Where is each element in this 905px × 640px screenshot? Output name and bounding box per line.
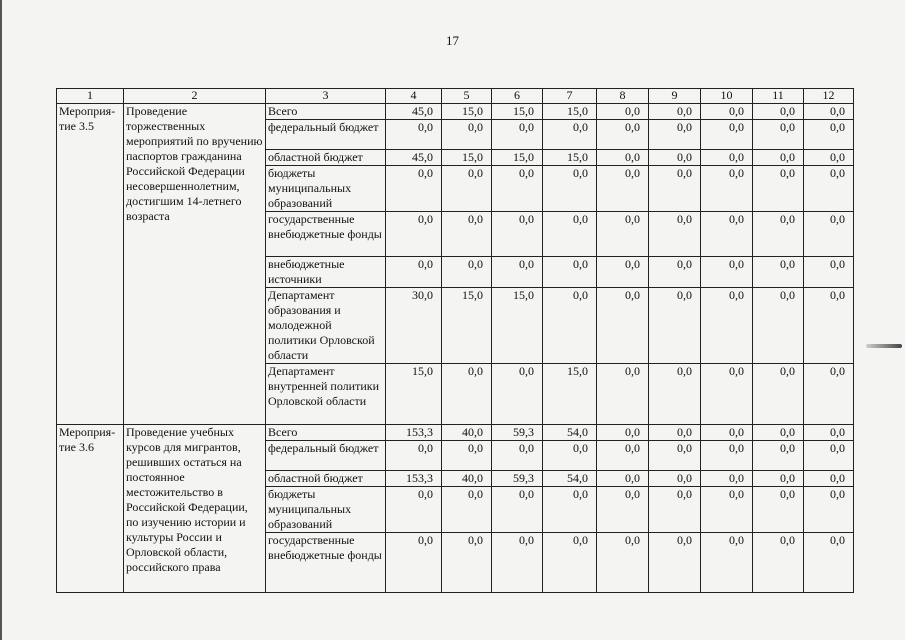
amount-cell: 59,3 [492,425,543,441]
amount-cell: 0,0 [597,257,649,288]
amount-cell: 0,0 [492,257,543,288]
amount-cell: 0,0 [442,441,492,471]
amount-cell: 0,0 [649,364,701,425]
amount-cell: 0,0 [753,533,804,593]
amount-cell: 0,0 [804,441,854,471]
header-cell: 3 [266,89,386,104]
amount-cell: 0,0 [804,104,854,120]
amount-cell: 0,0 [753,425,804,441]
amount-cell: 0,0 [753,150,804,166]
amount-cell: 0,0 [804,425,854,441]
amount-cell: 0,0 [804,257,854,288]
amount-cell: 0,0 [442,212,492,257]
amount-cell: 15,0 [543,364,597,425]
amount-cell: 0,0 [442,120,492,150]
amount-cell: 0,0 [701,533,753,593]
amount-cell: 0,0 [753,471,804,487]
amount-cell: 0,0 [701,364,753,425]
amount-cell: 0,0 [543,120,597,150]
amount-cell: 0,0 [753,364,804,425]
amount-cell: 40,0 [442,425,492,441]
amount-cell: 15,0 [543,150,597,166]
amount-cell: 15,0 [442,288,492,364]
amount-cell: 153,3 [386,425,442,441]
header-cell: 6 [492,89,543,104]
budget-row [57,104,854,120]
funding-source: внебюджетные источники [266,257,386,288]
amount-cell: 59,3 [492,471,543,487]
amount-cell: 0,0 [649,257,701,288]
header-row [57,89,854,104]
header-cell: 11 [753,89,804,104]
event-id: Мероприя-тие 3.5 [57,104,124,425]
scan-left-edge [0,0,2,640]
amount-cell: 40,0 [442,471,492,487]
amount-cell: 0,0 [701,425,753,441]
amount-cell: 153,3 [386,471,442,487]
budget-table [56,88,854,593]
header-cell: 4 [386,89,442,104]
amount-cell: 0,0 [386,257,442,288]
amount-cell: 0,0 [804,364,854,425]
amount-cell: 0,0 [492,120,543,150]
amount-cell: 0,0 [543,257,597,288]
amount-cell: 0,0 [701,441,753,471]
header-cell: 12 [804,89,854,104]
amount-cell: 0,0 [597,288,649,364]
amount-cell: 0,0 [597,212,649,257]
amount-cell: 0,0 [804,288,854,364]
amount-cell: 0,0 [804,120,854,150]
amount-cell: 0,0 [649,471,701,487]
amount-cell: 0,0 [753,441,804,471]
funding-source: областной бюджет [266,471,386,487]
funding-source: бюджеты муниципальных образований [266,166,386,212]
header-cell: 10 [701,89,753,104]
amount-cell: 0,0 [701,120,753,150]
amount-cell: 0,0 [753,166,804,212]
header-cell: 8 [597,89,649,104]
amount-cell: 0,0 [753,104,804,120]
amount-cell: 0,0 [442,257,492,288]
header-cell: 9 [649,89,701,104]
amount-cell: 15,0 [492,288,543,364]
amount-cell: 0,0 [543,441,597,471]
amount-cell: 54,0 [543,471,597,487]
amount-cell: 15,0 [386,364,442,425]
amount-cell: 0,0 [649,120,701,150]
amount-cell: 0,0 [386,533,442,593]
amount-cell: 0,0 [701,487,753,533]
amount-cell: 15,0 [492,150,543,166]
amount-cell: 0,0 [386,166,442,212]
amount-cell: 0,0 [543,487,597,533]
amount-cell: 0,0 [597,104,649,120]
amount-cell: 0,0 [492,212,543,257]
header-cell: 5 [442,89,492,104]
header-cell: 7 [543,89,597,104]
funding-source: федеральный бюджет [266,441,386,471]
funding-source: бюджеты муниципальных образований [266,487,386,533]
amount-cell: 0,0 [804,533,854,593]
amount-cell: 0,0 [701,150,753,166]
amount-cell: 0,0 [543,166,597,212]
page-number: 17 [446,33,459,48]
amount-cell: 0,0 [597,364,649,425]
amount-cell: 0,0 [753,288,804,364]
amount-cell: 0,0 [386,120,442,150]
header-cell: 2 [124,89,266,104]
amount-cell: 54,0 [543,425,597,441]
funding-source: федеральный бюджет [266,120,386,150]
amount-cell: 0,0 [597,533,649,593]
event-description: Проведение учебных курсов для мигрантов, решивших остаться на постоянное местожительство в Российской Федерации, по изучению истории и культуры России и Орловской области, российского права [124,425,266,593]
header-cell: 1 [57,89,124,104]
amount-cell: 15,0 [442,150,492,166]
funding-source: государственные внебюджетные фонды [266,212,386,257]
amount-cell: 0,0 [804,166,854,212]
amount-cell: 0,0 [649,212,701,257]
amount-cell: 0,0 [649,104,701,120]
amount-cell: 15,0 [543,104,597,120]
amount-cell: 30,0 [386,288,442,364]
amount-cell: 0,0 [386,212,442,257]
amount-cell: 0,0 [753,487,804,533]
amount-cell: 0,0 [649,441,701,471]
amount-cell: 0,0 [753,212,804,257]
amount-cell: 0,0 [543,212,597,257]
amount-cell: 0,0 [649,166,701,212]
amount-cell: 0,0 [543,533,597,593]
amount-cell: 0,0 [492,166,543,212]
amount-cell: 0,0 [597,425,649,441]
amount-cell: 0,0 [543,288,597,364]
amount-cell: 45,0 [386,150,442,166]
amount-cell: 0,0 [442,533,492,593]
funding-source: Всего [266,104,386,120]
amount-cell: 0,0 [701,471,753,487]
amount-cell: 0,0 [442,364,492,425]
amount-cell: 15,0 [492,104,543,120]
amount-cell: 0,0 [701,212,753,257]
amount-cell: 0,0 [649,425,701,441]
funding-source: государственные внебюджетные фонды [266,533,386,593]
amount-cell: 0,0 [804,487,854,533]
amount-cell: 0,0 [701,166,753,212]
amount-cell: 0,0 [597,471,649,487]
amount-cell: 0,0 [753,120,804,150]
amount-cell: 45,0 [386,104,442,120]
event-id: Мероприя-тие 3.6 [57,425,124,593]
amount-cell: 0,0 [804,471,854,487]
amount-cell: 0,0 [701,104,753,120]
funding-source: Всего [266,425,386,441]
amount-cell: 0,0 [804,212,854,257]
funding-source: Департамент образования и молодежной политики Орловской области [266,288,386,364]
amount-cell: 0,0 [492,487,543,533]
funding-source: областной бюджет [266,150,386,166]
amount-cell: 0,0 [597,487,649,533]
amount-cell: 0,0 [442,487,492,533]
scan-artifact [866,344,902,348]
amount-cell: 0,0 [649,487,701,533]
amount-cell: 0,0 [649,288,701,364]
amount-cell: 0,0 [701,288,753,364]
amount-cell: 0,0 [804,150,854,166]
funding-source: Департамент внутренней политики Орловской области [266,364,386,425]
amount-cell: 0,0 [753,257,804,288]
event-description: Проведение торжественных мероприятий по вручению паспортов гражданина Российской Федерации несовершеннолетним, достигшим 14-летнего возраста [124,104,266,425]
amount-cell: 0,0 [597,120,649,150]
amount-cell: 0,0 [386,487,442,533]
amount-cell: 0,0 [597,441,649,471]
amount-cell: 15,0 [442,104,492,120]
amount-cell: 0,0 [492,441,543,471]
amount-cell: 0,0 [442,166,492,212]
amount-cell: 0,0 [597,166,649,212]
budget-row [57,425,854,441]
amount-cell: 0,0 [597,150,649,166]
amount-cell: 0,0 [386,441,442,471]
amount-cell: 0,0 [649,533,701,593]
amount-cell: 0,0 [492,533,543,593]
amount-cell: 0,0 [701,257,753,288]
amount-cell: 0,0 [492,364,543,425]
amount-cell: 0,0 [649,150,701,166]
